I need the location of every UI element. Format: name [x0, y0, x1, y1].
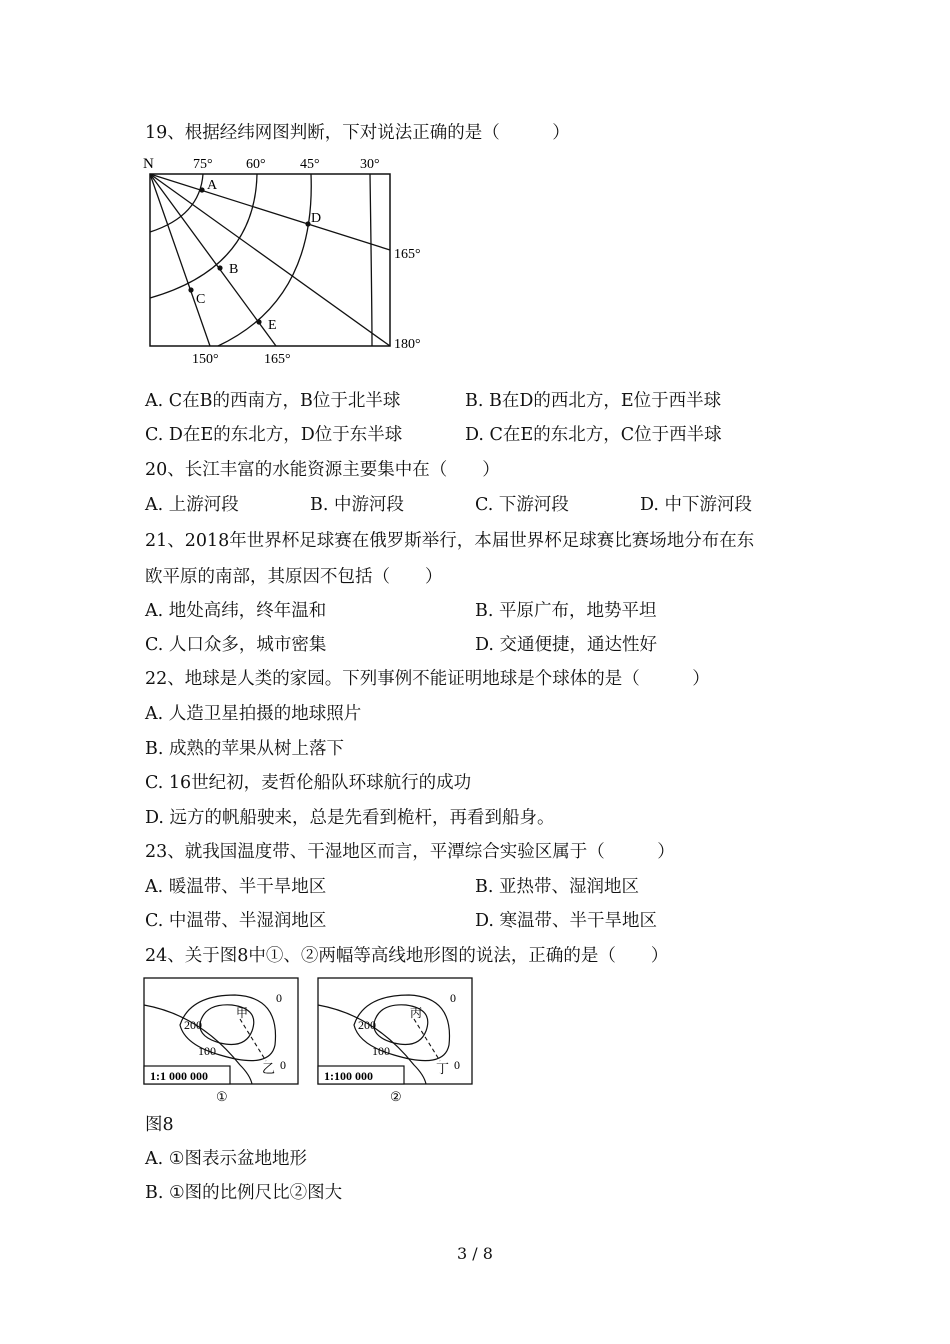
- contour-map-2: [318, 978, 472, 1104]
- map1-label-0: 0: [276, 991, 282, 1005]
- right-label-165: 165°: [394, 247, 421, 262]
- right-label-180: 180°: [394, 337, 421, 352]
- q20-stem: 20、长江丰富的水能资源主要集中在（ ）: [145, 460, 500, 480]
- bottom-label-150: 150°: [192, 352, 219, 367]
- map1-scale: 1:1 000 000: [150, 1069, 208, 1083]
- top-label-45: 45°: [300, 157, 320, 172]
- top-label-75: 75°: [193, 157, 213, 172]
- q24-contour-figure: [140, 975, 480, 1105]
- top-label-30: 30°: [360, 157, 380, 172]
- map1-label-200: 200: [184, 1018, 202, 1032]
- q20-option-b: B. 中游河段: [310, 495, 404, 515]
- q21-option-c: C. 人口众多，城市密集: [145, 635, 327, 655]
- meridian-165: [150, 174, 276, 346]
- point-d-dot: [305, 221, 310, 226]
- map2-number: ②: [390, 1089, 402, 1104]
- q21-stem-line2: 欧平原的南部，其原因不包括（ ）: [145, 567, 443, 587]
- q23-option-d: D. 寒温带、半干旱地区: [475, 911, 658, 931]
- map1-point-bottom: 乙: [262, 1061, 276, 1076]
- map1-number: ①: [216, 1089, 228, 1104]
- q19-option-c: C. D在E的东北方，D位于东半球: [145, 425, 403, 445]
- point-b-dot: [217, 265, 222, 270]
- q22-option-d: D. 远方的帆船驶来，总是先看到桅杆，再看到船身。: [145, 808, 555, 828]
- bottom-label-165: 165°: [264, 352, 291, 367]
- map1-label-100: 100: [198, 1044, 216, 1058]
- q23-option-a: A. 暖温带、半干旱地区: [145, 877, 327, 897]
- q19-option-d: D. C在E的东北方，C位于西半球: [465, 425, 722, 445]
- q22-option-c: C. 16世纪初，麦哲伦船队环球航行的成功: [145, 773, 472, 793]
- point-e-dot: [256, 319, 261, 324]
- q22-stem: 22、地球是人类的家园。下列事例不能证明地球是个球体的是（ ）: [145, 669, 710, 689]
- point-a-label: A: [207, 178, 218, 193]
- parallel-60: [150, 174, 257, 298]
- map1-label-0b: 0: [280, 1058, 286, 1072]
- map2-point-top: 丙: [410, 1006, 423, 1020]
- map2-point-bottom: 丁: [436, 1061, 450, 1076]
- q23-option-c: C. 中温带、半湿润地区: [145, 911, 327, 931]
- map2-scale: 1:100 000: [324, 1069, 373, 1083]
- q24-stem: 24、关于图8中①、②两幅等高线地形图的说法，正确的是（ ）: [145, 946, 669, 966]
- pole-label: N: [143, 156, 154, 172]
- q21-option-d: D. 交通便捷，通达性好: [475, 635, 658, 655]
- q21-option-b: B. 平原广布，地势平坦: [475, 601, 657, 621]
- q21-option-a: A. 地处高纬，终年温和: [145, 601, 327, 621]
- page-number: 3 / 8: [457, 1244, 493, 1263]
- q24-option-b: B. ①图的比例尺比②图大: [145, 1183, 343, 1203]
- q19-graticule-figure: [140, 150, 440, 370]
- meridian-150: [150, 174, 210, 346]
- q22-option-a: A. 人造卫星拍摄的地球照片: [145, 704, 362, 724]
- point-e-label: E: [268, 318, 277, 333]
- q19-option-a: A. C在B的西南方，B位于北半球: [145, 391, 401, 411]
- q24-figure-caption: 图8: [145, 1115, 174, 1135]
- point-d-label: D: [311, 211, 322, 226]
- contour-map-1: [144, 978, 298, 1104]
- map2-label-0: 0: [450, 991, 456, 1005]
- q19-option-b: B. B在D的西北方，E位于西半球: [465, 391, 722, 411]
- parallel-30: [370, 174, 372, 346]
- point-a-dot: [199, 187, 204, 192]
- q22-option-b: B. 成熟的苹果从树上落下: [145, 739, 344, 759]
- q23-option-b: B. 亚热带、湿润地区: [475, 877, 639, 897]
- map2-label-200: 200: [358, 1018, 376, 1032]
- q19-stem: 19、根据经纬网图判断，下对说法正确的是（ ）: [145, 123, 570, 143]
- point-b-label: B: [229, 262, 239, 277]
- point-c-label: C: [196, 292, 206, 307]
- q23-stem: 23、就我国温度带、干湿地区而言，平潭综合实验区属于（ ）: [145, 842, 675, 862]
- map2-label-100: 100: [372, 1044, 390, 1058]
- point-c-dot: [188, 287, 193, 292]
- q20-option-d: D. 中下游河段: [640, 495, 753, 515]
- q20-option-c: C. 下游河段: [475, 495, 569, 515]
- top-label-60: 60°: [246, 157, 266, 172]
- q24-option-a: A. ①图表示盆地地形: [145, 1149, 307, 1169]
- q20-option-a: A. 上游河段: [145, 495, 239, 515]
- q21-stem-line1: 21、2018年世界杯足球赛在俄罗斯举行，本届世界杯足球赛比赛场地分布在东: [145, 531, 755, 551]
- map1-point-top: 甲: [236, 1006, 249, 1020]
- map2-label-0b: 0: [454, 1058, 460, 1072]
